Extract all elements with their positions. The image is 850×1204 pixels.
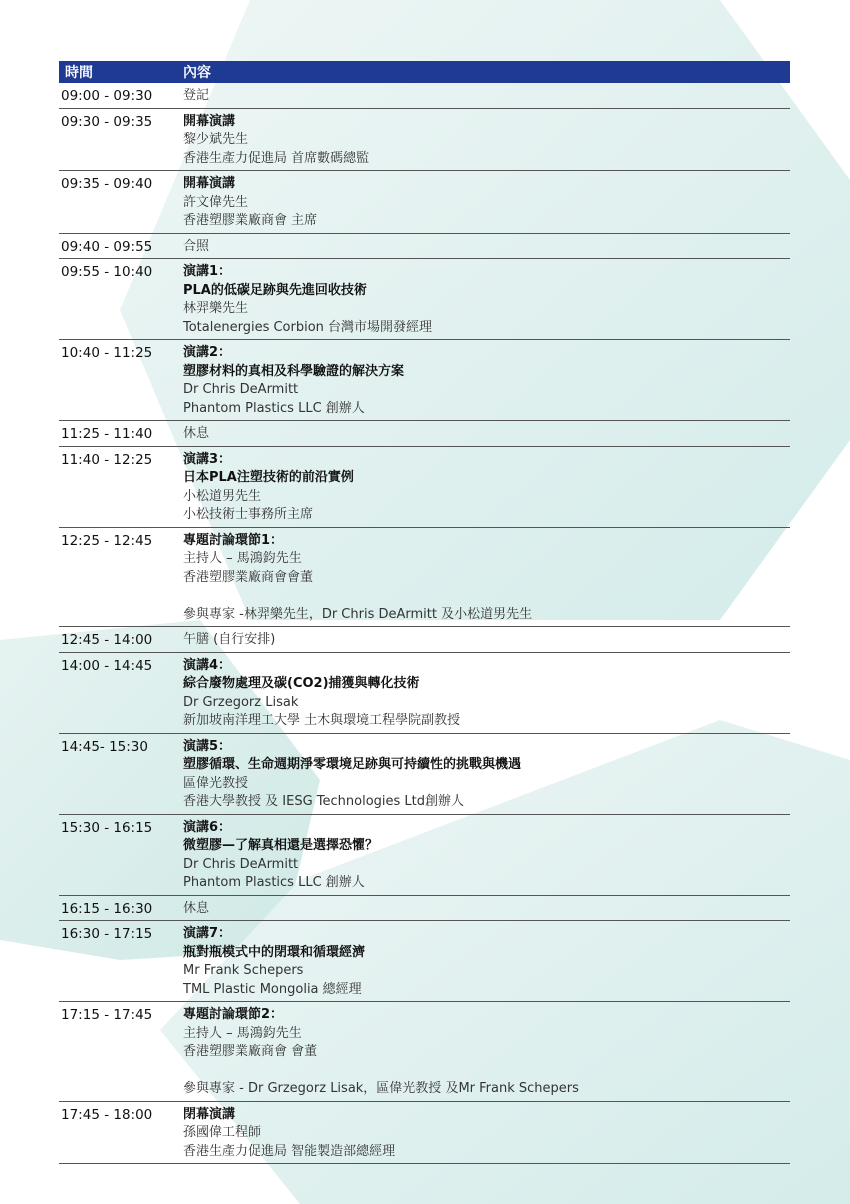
session-title: 開幕演講 [183, 176, 236, 191]
session-detail: Phantom Plastics LLC 創辦人 [183, 875, 365, 890]
row-time: 12:45 - 14:00 [61, 632, 153, 648]
header-time: 時間 [65, 65, 93, 81]
table-row [59, 734, 790, 815]
table-row [59, 234, 790, 260]
session-detail: 香港生產力促進局 智能製造部總經理 [183, 1143, 396, 1159]
table-header [59, 61, 790, 83]
row-content [183, 738, 790, 812]
session-detail: Dr Chris DeArmitt [183, 856, 299, 872]
row-content [183, 238, 790, 257]
session-detail: 香港塑膠業廠商會 會董 [183, 1044, 318, 1059]
row-content [183, 344, 790, 418]
session-detail: 林羿樂先生 [183, 301, 249, 316]
table-row [59, 421, 790, 447]
session-title: 演講1： [183, 264, 232, 279]
session-detail: 主持人 – 馬鴻鈞先生 [183, 1025, 302, 1041]
row-time: 17:45 - 18:00 [61, 1106, 153, 1123]
session-detail: Dr Chris DeArmitt [183, 382, 299, 397]
schedule-table [59, 61, 790, 1164]
session-title: 演講4： [183, 657, 232, 673]
table-row [59, 1002, 790, 1102]
row-content [183, 175, 790, 231]
row-content [183, 263, 790, 337]
row-time: 14:45- 15:30 [61, 738, 148, 755]
session-detail: 參與專家 -林羿樂先生，Dr Chris DeArmitt 及小松道男先生 [183, 606, 533, 622]
session-title: 塑膠材料的真相及科學驗證的解決方案 [183, 363, 405, 379]
row-content [183, 532, 790, 625]
session-title: 演講3： [183, 451, 232, 467]
table-row [59, 815, 790, 896]
session-title: 開幕演講 [183, 113, 236, 129]
session-detail: 香港塑膠業廠商會 主席 [183, 213, 318, 228]
table-row [59, 921, 790, 1002]
session-detail: 午膳 (自行安排) [183, 632, 276, 647]
session-detail: 許文偉先生 [183, 194, 249, 210]
table-body [59, 83, 790, 1164]
table-row [59, 171, 790, 234]
session-detail: 登記 [183, 88, 210, 103]
session-title: 日本PLA注塑技術的前沿實例 [183, 470, 354, 485]
spacer [183, 1062, 790, 1081]
session-detail: 區偉光教授 [183, 775, 249, 791]
header-content: 內容 [183, 65, 211, 81]
row-content [183, 451, 790, 525]
row-time: 11:40 - 12:25 [61, 451, 153, 468]
row-content [183, 900, 790, 919]
session-title: 演講7： [183, 926, 232, 941]
session-detail: 香港塑膠業廠商會會董 [183, 569, 314, 585]
row-time: 10:40 - 11:25 [61, 345, 153, 361]
session-title: 演講6： [183, 819, 232, 835]
row-time: 09:40 - 09:55 [61, 238, 153, 255]
session-title: 演講2： [183, 345, 232, 360]
table-row [59, 627, 790, 653]
session-title: 專題討論環節1： [183, 532, 284, 548]
row-content [183, 819, 790, 893]
row-content [183, 1106, 790, 1162]
table-row [59, 528, 790, 628]
session-detail: 主持人 – 馬鴻鈞先生 [183, 551, 302, 566]
session-title: 微塑膠—了解真相還是選擇恐懼？ [183, 838, 379, 853]
session-title: 瓶對瓶模式中的閉環和循環經濟 [183, 944, 366, 960]
row-time: 09:55 - 10:40 [61, 264, 153, 280]
session-title: 綜合廢物處理及碳(CO2)捕獲與轉化技術 [183, 676, 420, 691]
row-content [183, 1006, 790, 1099]
session-detail: Totalenergies Corbion 台灣市場開發經理 [183, 319, 433, 335]
row-time: 12:25 - 12:45 [61, 532, 153, 549]
row-time: 14:00 - 14:45 [61, 657, 153, 674]
row-content [183, 657, 790, 731]
table-row [59, 1102, 790, 1165]
session-detail: 小松技術士事務所主席 [183, 507, 314, 522]
session-detail: 黎少斌先生 [183, 132, 249, 147]
session-detail: 小松道男先生 [183, 488, 262, 504]
row-content [183, 925, 790, 999]
spacer [183, 587, 790, 606]
row-content [183, 87, 790, 106]
row-time: 16:15 - 16:30 [61, 900, 153, 917]
session-title: PLA的低碳足跡與先進回收技術 [183, 282, 367, 298]
session-detail: TML Plastic Mongolia 總經理 [183, 981, 362, 997]
session-detail: Mr Frank Schepers [183, 963, 304, 978]
table-row [59, 447, 790, 528]
row-time: 11:25 - 11:40 [61, 426, 153, 442]
session-detail: 休息 [183, 426, 210, 441]
session-title: 塑膠循環、生命週期淨零環境足跡與可持續性的挑戰與機遇 [183, 757, 522, 772]
session-detail: 休息 [183, 900, 210, 916]
row-time: 09:00 - 09:30 [61, 88, 153, 104]
table-row [59, 340, 790, 421]
session-detail: 孫國偉工程師 [183, 1125, 262, 1140]
session-detail: 參與專家 - Dr Grzegorz Lisak，區偉光教授 及Mr Frank Schepers [183, 1081, 579, 1096]
table-row [59, 259, 790, 340]
row-time: 09:30 - 09:35 [61, 113, 153, 130]
table-row [59, 83, 790, 109]
row-content [183, 425, 790, 444]
row-time: 15:30 - 16:15 [61, 819, 153, 836]
session-detail: Dr Grzegorz Lisak [183, 694, 299, 710]
session-detail: 新加坡南洋理工大學 土木與環境工程學院副教授 [183, 713, 461, 728]
row-time: 17:15 - 17:45 [61, 1007, 153, 1023]
table-row [59, 653, 790, 734]
table-row [59, 109, 790, 172]
session-title: 閉幕演講 [183, 1106, 236, 1122]
table-row [59, 896, 790, 922]
row-content [183, 113, 790, 169]
session-title: 演講5： [183, 738, 232, 754]
session-detail: 香港生產力促進局 首席數碼總監 [183, 150, 370, 166]
session-detail: 香港大學教授 及 IESG Technologies Ltd創辦人 [183, 794, 465, 809]
session-detail: Phantom Plastics LLC 創辦人 [183, 400, 365, 416]
row-content [183, 631, 790, 650]
row-time: 09:35 - 09:40 [61, 176, 153, 192]
session-detail: 合照 [183, 238, 210, 254]
row-time: 16:30 - 17:15 [61, 926, 153, 942]
session-title: 專題討論環節2： [183, 1007, 284, 1022]
